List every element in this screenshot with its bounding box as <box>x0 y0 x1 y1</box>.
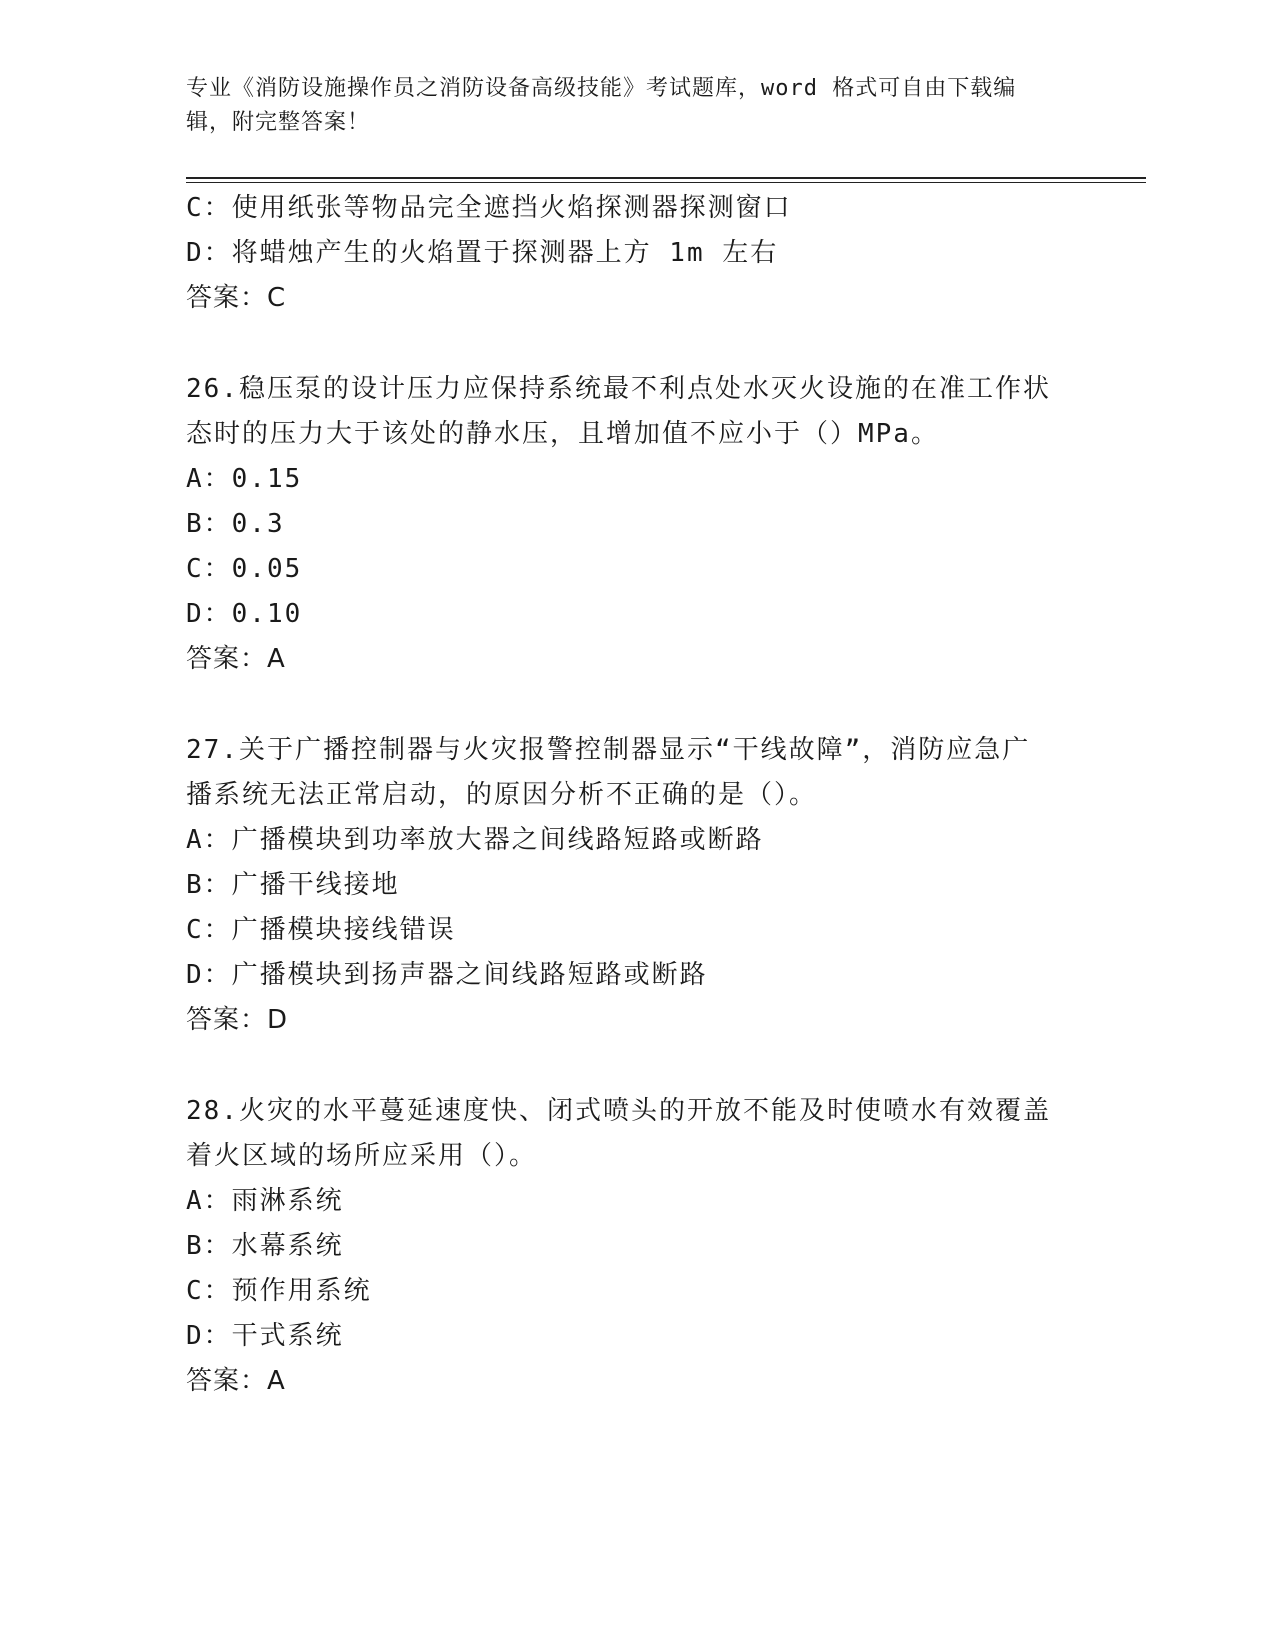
spacer <box>186 1043 1086 1089</box>
spacer <box>186 682 1086 728</box>
answer-line: 答案：D <box>186 1005 289 1035</box>
option-a: A：0.15 <box>186 464 303 494</box>
question-27 <box>186 728 1086 1043</box>
question-text-line: 26.稳压泵的设计压力应保持系统最不利点处水灭火设施的在准工作状 <box>186 374 1051 404</box>
option-b: B：水幕系统 <box>186 1231 344 1261</box>
header-line-2: 辑，附完整答案！ <box>186 110 371 135</box>
option-b: B：0.3 <box>186 509 285 539</box>
question-text-line: 27.关于广播控制器与火灾报警控制器显示“干线故障”，消防应急广 <box>186 735 1031 765</box>
header-divider-thick <box>186 177 1146 179</box>
answer-line: 答案：A <box>186 644 286 674</box>
option-d: D：0.10 <box>186 599 303 629</box>
question-text-line: 着火区域的场所应采用（）。 <box>186 1141 538 1171</box>
option-d: D：干式系统 <box>186 1321 344 1351</box>
option-c: C：预作用系统 <box>186 1276 372 1306</box>
question-26 <box>186 367 1086 682</box>
option-a: A：雨淋系统 <box>186 1186 344 1216</box>
answer-line: 答案：C <box>186 283 287 313</box>
answer-line: 答案：A <box>186 1366 286 1396</box>
document-header <box>186 72 1066 140</box>
header-divider-thin <box>186 182 1146 183</box>
option-c: C：广播模块接线错误 <box>186 915 456 945</box>
option-d: D：广播模块到扬声器之间线路短路或断路 <box>186 960 708 990</box>
spacer <box>186 321 1086 367</box>
question-text-line: 28.火灾的水平蔓延速度快、闭式喷头的开放不能及时使喷水有效覆盖 <box>186 1096 1051 1126</box>
question-28 <box>186 1089 1086 1404</box>
header-line-1: 专业《消防设施操作员之消防设备高级技能》考试题库，word 格式可自由下载编 <box>186 76 1017 101</box>
question-text-line: 播系统无法正常启动，的原因分析不正确的是（）。 <box>186 780 818 810</box>
question-text-line: 态时的压力大于该处的静水压，且增加值不应小于（）MPa。 <box>186 419 939 449</box>
option-c: C：0.05 <box>186 554 303 584</box>
question-content <box>186 186 1086 1404</box>
option-b: B：广播干线接地 <box>186 870 400 900</box>
prev-question-block <box>186 186 1086 321</box>
option-a: A：广播模块到功率放大器之间线路短路或断路 <box>186 825 764 855</box>
option-c: C：使用纸张等物品完全遮挡火焰探测器探测窗口 <box>186 193 792 223</box>
option-d: D：将蜡烛产生的火焰置于探测器上方 1m 左右 <box>186 238 779 268</box>
